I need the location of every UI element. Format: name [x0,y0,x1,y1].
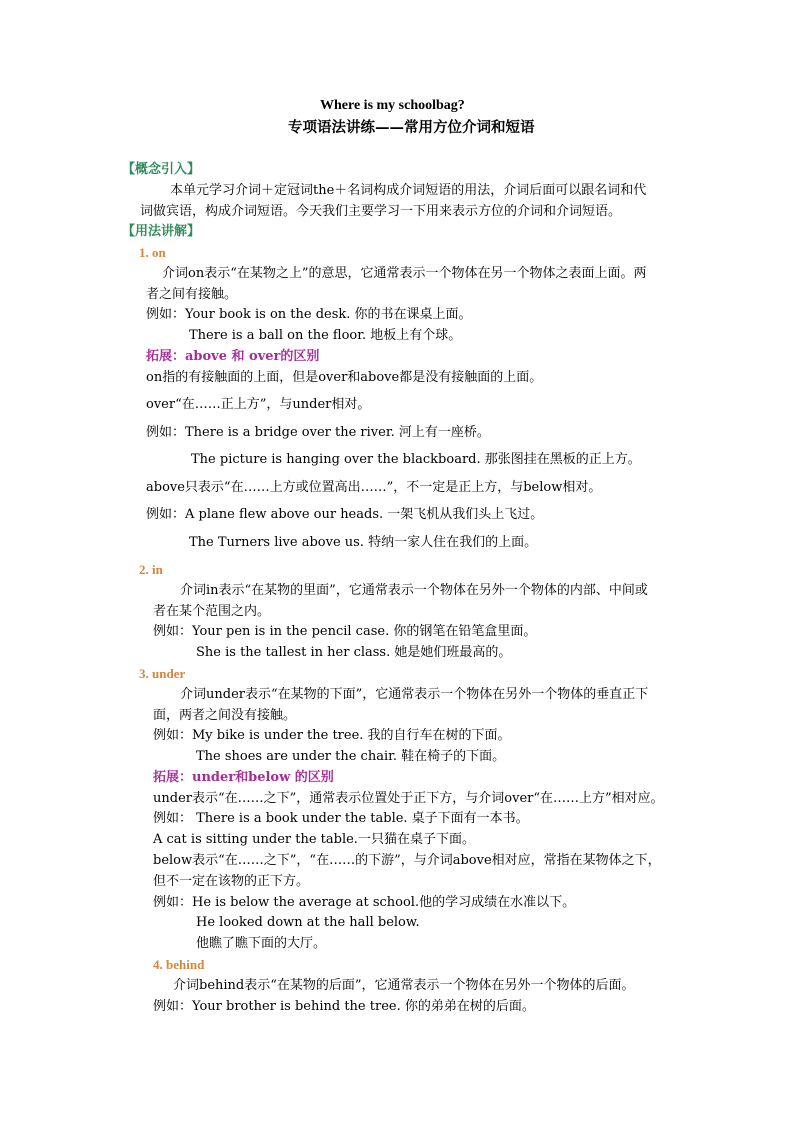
over-above-line-1: on指的有接触面的上面，但是over和above都是没有接触面的上面。 [146,370,543,385]
title-english: Where is my schoolbag? [320,98,465,113]
behind-example-1: 例如：Your brother is behind the tree. 你的弟弟在树的后面。 [153,999,535,1014]
under-below-line-4: below表示“在……之下”，“在……的下游”，与介词above相对应，常指在某物体之下， [153,853,661,868]
in-example-2: She is the tallest in her class. 她是她们班最高的。 [196,645,512,660]
over-above-line-6: 例如：A plane flew above our heads. 一架飞机从我们头上飞过。 [146,507,544,522]
under-below-line-5: 但不一定在该物的正下方。 [153,874,310,889]
on-desc-2: 者之间有接触。 [146,287,238,302]
in-desc-2: 者在某个范围之内。 [153,604,271,619]
under-below-line-7: He looked down at the hall below. [196,915,420,930]
heading-in: 2. in [139,562,163,577]
in-desc-1: 介词in表示“在某物的里面”，它通常表示一个物体在另外一个物体的内部、中间或 [180,583,648,598]
concept-line-2: 词做宾语，构成介词短语。今天我们主要学习一下用来表示方位的介词和介词短语。 [140,204,622,219]
heading-behind: 4. behind [153,957,205,972]
extension-heading-under-below: 拓展：under和below 的区别 [153,770,334,785]
over-above-line-4: The picture is hanging over the blackboard. 那张图挂在黑板的正上方。 [191,452,641,467]
on-example-2: There is a ball on the floor. 地板上有个球。 [189,328,462,343]
behind-desc-1: 介词behind表示“在某物的后面”，它通常表示一个物体在另外一个物体的后面。 [173,978,635,993]
section-heading-concept: 【概念引入】 [122,162,201,177]
under-example-2: The shoes are under the chair. 鞋在椅子的下面。 [196,749,506,764]
under-below-line-2: 例如： There is a book under the table. 桌子下面有一本书。 [153,811,529,826]
heading-under: 3. under [139,666,186,681]
section-heading-usage: 【用法讲解】 [122,224,201,239]
over-above-line-5: above只表示“在……上方或位置高出……”，不一定是正上方，与below相对。 [146,480,602,495]
under-below-line-8: 他瞧了瞧下面的大厅。 [196,936,327,951]
under-example-1: 例如：My bike is under the tree. 我的自行车在树的下面。 [153,728,511,743]
under-desc-2: 面，两者之间没有接触。 [153,708,297,723]
concept-line-1: 本单元学习介词＋定冠词the＋名词构成介词短语的用法，介词后面可以跟名词和代 [170,183,647,198]
in-example-1: 例如：Your pen is in the pencil case. 你的钢笔在铅笔盒里面。 [153,624,537,639]
extension-heading-above-over: 拓展：above 和 over的区别 [146,349,320,364]
under-desc-1: 介词under表示“在某物的下面”，它通常表示一个物体在另外一个物体的垂直正下 [180,687,649,702]
over-above-line-2: over“在……正上方”，与under相对。 [146,397,371,412]
under-below-line-3: A cat is sitting under the table.一只猫在桌子下面。 [153,832,475,847]
over-above-line-7: The Turners live above us. 特纳一家人住在我们的上面。 [189,535,538,550]
on-example-1: 例如：Your book is on the desk. 你的书在课桌上面。 [146,307,472,322]
on-desc-1: 介词on表示“在某物之上”的意思，它通常表示一个物体在另一个物体之表面上面。两 [162,266,647,281]
heading-on: 1. on [139,245,166,260]
title-chinese: 专项语法讲练——常用方位介词和短语 [288,119,535,136]
under-below-line-6: 例如：He is below the average at school.他的学习成绩在水准以下。 [153,895,576,910]
over-above-line-3: 例如：There is a bridge over the river. 河上有一座桥。 [146,425,490,440]
under-below-line-1: under表示“在……之下”，通常表示位置处于正下方，与介词over“在……上方”相对应。 [153,791,664,806]
